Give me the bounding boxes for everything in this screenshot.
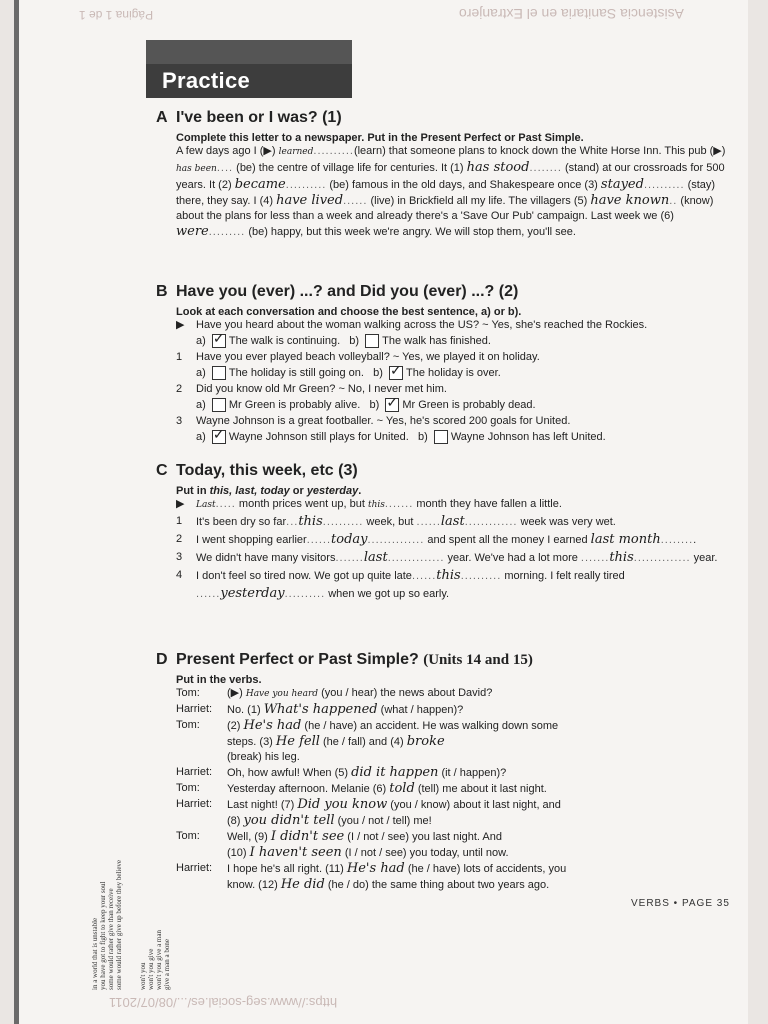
exercise-number: (2) [498,283,519,300]
bleed-through-header-right: Asistencia Sanitaria en el Extranjero [459,6,684,22]
answer-5: have known [590,193,670,208]
exercise-number: (1) [322,109,342,126]
question-item: 4 I don't feel so tired now. We got up quite late......this.......... morning. I felt really tired ......yesterday.......... when we got up so early. [176,568,625,601]
section-b-heading [156,282,736,302]
handwritten-answer: He's had [346,861,405,876]
dialogue-line: (8) you didn't tell (you / not / tell) me! [176,813,736,829]
checkbox-a[interactable] [212,398,226,412]
question-item: 3 Wayne Johnson is a great footballer. ~ Yes, he's scored 200 goals for United. a) ✓ Wayne Johnson still plays for United. b) Wayne Johnson has left United. [176,415,606,443]
handwritten-answer: He did [280,877,325,892]
section-a-instruction: Complete this letter to a newspaper. Put in the Present Perfect or Past Simple. [176,132,584,144]
question-item: ▶ Have you heard about the woman walking across the US? ~ Yes, she's reached the Rockies. a) ✓ The walk is continuing. b) The walk has finished. [176,319,648,347]
section-a [156,108,736,240]
practice-title: Practice [162,68,251,93]
example-answer: has been [176,164,217,174]
handwritten-answer: broke [406,734,445,749]
question-item: 2 I went shopping earlier......today.............. and spent all the money I earned last month......... [176,532,697,547]
checkbox-b[interactable] [365,334,379,348]
speaker [176,750,227,765]
question-item: 1 It's been dry so far...this.......... week, but ......last............. week was very wet. [176,514,616,529]
section-d-heading [156,650,736,670]
section-letter: A [156,109,168,126]
handwritten-answer: I haven't seen [249,845,342,860]
dialogue-line: Tom: (▶) Have you heard (you / hear) the news about David? [176,686,736,702]
speaker [176,813,227,829]
checkbox-a[interactable]: ✓ [212,426,225,443]
bleed-through-header-left: Página 1 de 1 [79,8,154,22]
dialogue-line: Harriet: I hope he's all right. (11) He's had (he / have) lots of accidents, you [176,861,567,876]
speaker: Tom: [176,719,200,731]
handwritten-answer: He fell [275,734,320,749]
question-item: 2 Did you know old Mr Green? ~ No, I never met him. a) Mr Green is probably alive. b) ✓ Mr Green is probably dead. [176,383,536,411]
speaker: Tom: [176,782,200,794]
dialogue-line: Harriet: Last night! (7) Did you know (you / know) about it last night, and [176,797,561,812]
page-footer: VERBS • PAGE 35 [631,898,730,909]
handwritten-answer: told [389,781,415,796]
section-c-heading [156,461,736,481]
exercise-number: (3) [338,462,358,479]
answer-3: stayed [600,177,644,192]
section-b-instruction: Look at each conversation and choose the best sentence, a) or b). [176,306,522,318]
section-title: Today, this week, etc [176,462,334,479]
handwritten-answer: I didn't see [270,829,345,844]
handwritten-answer: Did you know [297,797,388,812]
speaker: Harriet: [176,703,213,715]
checkbox-b[interactable]: ✓ [386,394,399,411]
speaker [176,845,227,861]
section-letter: D [156,651,168,668]
dialogue-line: Harriet: No. (1) What's happened (what / happen)? [176,702,464,717]
answer-6: were [176,224,209,239]
section-a-letter-text: A few days ago I (▶) learned..........(learn) that someone plans to knock down the White Horse Inn. This pub (▶) has been.... (be) the centre of village life for centuries. It (1) has stood........ (stand) at our crossroads for 500 years. It (2) became.......... (be) famous in the old days, and Shakespeare once (3) stayed.......... (stay) there, they say. I (4) have lived...... (live) in Brickfield all my life. The villagers (5) have known.. (know) about the plans for less than a week and already there's a 'Save Our Pub' campaign. Last week we (6) were......... (be) happy, but this week we're angry. We will stop them, you'll see. [176,145,726,239]
dialogue-line: steps. (3) He fell (he / fall) and (4) broke [176,734,736,750]
checkbox-a[interactable] [212,366,226,380]
dialogue-line: Tom: Yesterday afternoon. Melanie (6) told (tell) me about it last night. [176,781,547,796]
dialogue-line: Harriet: Oh, how awful! When (5) did it happen (it / happen)? [176,765,507,780]
question-item: 3 We didn't have many visitors.......last.............. year. We've had a lot more .......this.............. year. [176,550,718,565]
dialogue [156,686,736,893]
units-reference: (Units 14 and 15) [423,652,533,668]
dialogue-line: (10) I haven't seen (I / not / see) you today, until now. [176,845,736,861]
section-c-instruction: Put in this, last, today or yesterday. [176,485,362,497]
speaker [176,877,227,893]
checkbox-b[interactable] [434,430,448,444]
example-answer: learned [278,147,314,157]
dialogue-line: Tom: Well, (9) I didn't see (I / not / see) you last night. And [176,829,503,844]
handwritten-answer: Have you heard [245,689,319,699]
section-letter: B [156,283,168,300]
worksheet-page: Página 1 de 1 Asistencia Sanitaria en el Extranjero https://www.seg-social.es/.../08/07/2011 Practice A I've been or I was? (1) Complete this letter to a newspaper. Put in the Present Perfect or Past Simple. A few days ago I (▶) learned..........(learn) that someone plans to knock down the White Horse Inn. This pub (▶) has been.... (be) the centre of village life for centuries. It (1) has stood........ (stand) at our crossroads for 500 years. It (2) became.......... (be) famous in the old days, and Shakespeare once (3) stayed.......... (stay) there, they say. I (4) have lived...... (live) in Brickfield all my life. The villagers (5) have known.. (know) about the plans for less than a week and already there's a 'Save Our Pub' campaign. Last week we (6) were......... (be) happy, but this week we're angry. We will stop them, you'll see. B Have you (ever) ...? and Did you (ever) ...? (2) Look at each conversation and choose the best sentence, a) or b). ▶ Have you heard about the woman walking across the US? ~ Yes, she's reached the Rockies. a) ✓ The walk is continuing. b) The walk has finished. 1 Have you ever played beach volleyball? ~ Yes, we played it on holiday. a) The holiday is still going on. b) ✓ The holiday is over. 2 Did you know old Mr Green? ~ No, I never met him. a) Mr Green is probably alive. b) ✓ Mr Green is probably dead. 3 Wayne Johnson is a great footballer. ~ Yes, he's scored 200 goals for United. a) ✓ Wayne Johnson still plays for United. b) Wayne Johnson has left United. C Today, this week, etc (3) Put in this, last, today or yesterday. ▶ Last..... month prices went up, but this....... month they have fallen a little. 1 It's been dry so far...this.......... week, but ......last............. week was very wet. 2 I went shopping earlier......today.............. and spent all the money I earned last month......... 3 We didn't have many visitors.......last.............. year. We've had a lot more .......this.............. year. 4 I don't feel so tired now. We got up quite late......this.......... morning. I felt really tired ......yesterday.......... when we got up so early. D Present Perfect or Past Simple? (Units 14 and 15) Put in the verbs. Tom: (▶) Have you heard (you / hear) the news about David? Harriet: No. (1) What's happened (what / happen)? Tom: (2) He's had (he / have) an accident. He was walking down some steps. (3) He fell (he / fall) and (4) broke (break) his leg. Harriet: Oh, how awful! When (5) did it happen (it / happen)? Tom: Yesterday afternoon. Melanie (6) told (tell) me about it last night. Harriet: Last night! (7) Did you know (you / know) about it last night, and (8) you didn't tell (you / not / tell) me! Tom: Well, (9) I didn't see (I / not / see) you last night. And (10) I haven't seen (I / not / see) you today, until now. Harriet: I hope he's all right. (11) He's had (he / have) lots of accidents, you know. (12) He did (he / do) the same thing about two years ago. VERBS • PAGE 35 in a world that is unstable you have got to fight to keep your soul some would rather give than receive some would rather give up before they believe won't you won't you give won't you give a man give a man a bone [14,0,748,1024]
bleed-through-footer: https://www.seg-social.es/.../08/07/2011 [109,995,338,1010]
practice-banner [146,40,352,98]
speaker [176,734,227,750]
handwritten-answer: What's happened [263,702,378,717]
section-title: I've been or I was? [176,109,318,126]
speaker: Harriet: [176,766,213,778]
section-d-instruction: Put in the verbs. [176,674,262,686]
dialogue-line: know. (12) He did (he / do) the same thing about two years ago. [176,877,736,893]
checkbox-b[interactable]: ✓ [390,362,402,379]
answer-2: became [234,177,286,192]
section-c [156,461,736,603]
section-title: Have you (ever) ...? and Did you (ever) ...? [176,283,495,300]
handwritten-answer: He's had [243,718,302,733]
speaker: Harriet: [176,862,213,874]
speaker: Harriet: [176,798,213,810]
section-letter: C [156,462,168,479]
dialogue-line: (break) his leg. [176,750,736,765]
speaker: Tom: [176,830,200,842]
question-item: 1 Have you ever played beach volleyball? ~ Yes, we played it on holiday. a) The holiday is still going on. b) ✓ The holiday is over. [176,351,540,379]
checkbox-a[interactable]: ✓ [212,330,225,347]
section-b [156,282,736,446]
speaker: Tom: [176,687,200,699]
section-d [156,650,736,893]
handwritten-answer: you didn't tell [243,813,335,828]
handwritten-answer: did it happen [351,765,439,780]
section-a-heading [156,108,736,128]
section-title: Present Perfect or Past Simple? [176,651,419,668]
answer-4: have lived [276,193,344,208]
answer-1: has stood [466,160,530,175]
dialogue-line: Tom: (2) He's had (he / have) an accident. He was walking down some [176,718,559,733]
example-item: ▶ Last..... month prices went up, but this....... month they have fallen a little. [176,498,562,510]
